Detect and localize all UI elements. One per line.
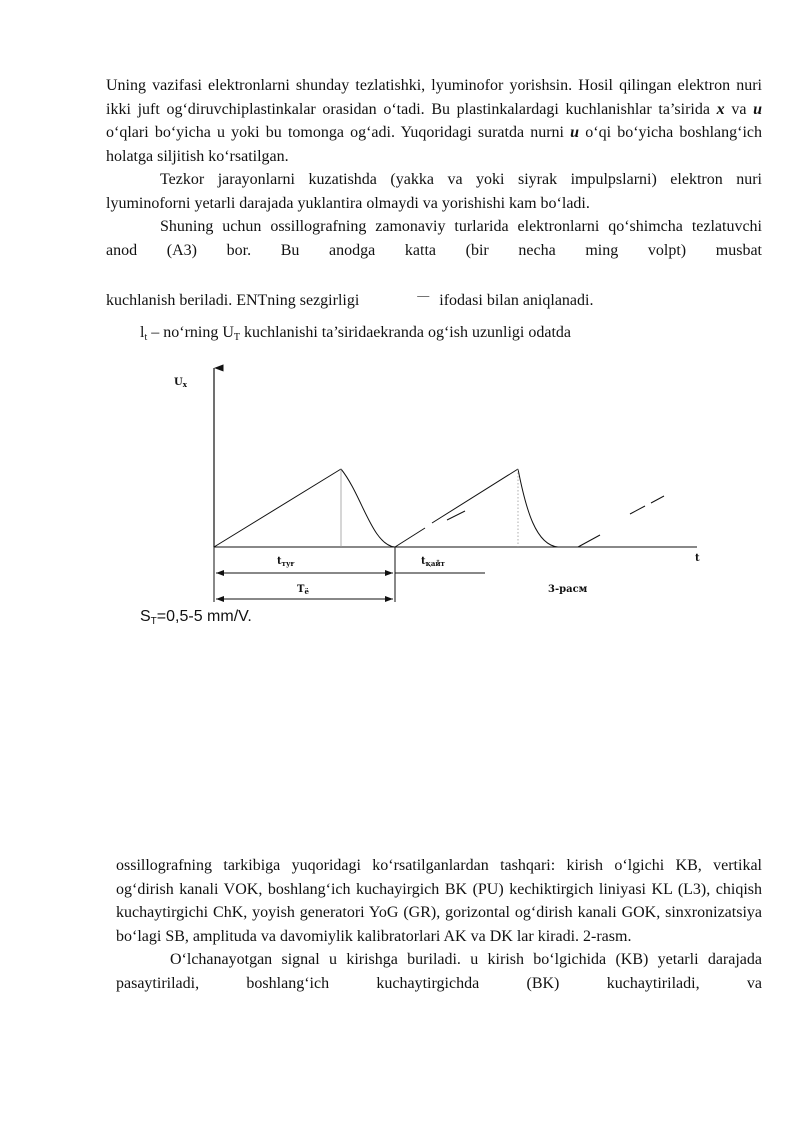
y-axis-label: $U_x$ <box>174 377 187 389</box>
paragraph-1: Uning vazifasi elektronlarni shunday tezlatishki, lyuminofor yorishsin. Hosil qilingan elektron nuri ikki juft og‘diruvchiplastinkalar orasidan o‘tadi. Bu plastinkalardagi kuchlanishlar ta’sirida x va u o‘qlari bo‘yicha u yoki bu tomonga og‘adi. Yuqoridagi suratda nurni u o‘qi bo‘yicha boshlang‘ich holatga siljitish ko‘rsatilgan. <box>106 77 763 165</box>
sweep-return-2 <box>518 469 558 547</box>
sweep-forward-2b <box>432 469 518 523</box>
formula-placeholder: — <box>417 288 430 302</box>
dash-segment-2 <box>578 535 600 547</box>
figure-caption: 3-расм <box>548 584 588 595</box>
dash-segment-3 <box>630 506 645 514</box>
paragraph-7: ossillografning tarkibiga yuqoridagi ko‘rsatilganlardan tashqari: kirish o‘lgichi KB, vertikal og‘dirish kanali VOK, boshlang‘ich kuchayirgich BK (PU) kechiktirgich liniyasi KL (L3), chiqish kuchaytirgichi ChK, yoyish generatori YoG (GR), gorizontal og‘dirish kanali GOK, sinxronizatsiya bo‘lagi SB, amplituda va davomiylik kalibratorlari AK va DK lar kiradi. 2-rasm. <box>116 857 762 945</box>
period-label: $T_ё$ <box>297 584 309 596</box>
paragraph-8: O‘lchanayotgan signal u kirishga buriladi. u kirish bo‘lgichida (KB) yetarli darajada pasaytiriladi, boshlang‘ich kuchaytirgichda (BK) kuchaytiriladi, va <box>116 951 762 992</box>
sweep-forward-1 <box>214 469 341 547</box>
sensitivity-value: $S_T=0,5-5$ mm/V. <box>140 608 252 627</box>
forward-time-label: $t_{туғ}$ <box>277 556 295 568</box>
paragraph-2: Tezkor jarayonlarni kuzatishda (yakka va yoki siyrak impulpslarni) elektron nuri lyuminoforni yetarli darajada yuklantira olmaydi va yorishishi kam bo‘ladi. <box>106 171 762 212</box>
paragraph-3: Shuning uchun ossillografning zamonaviy turlarida elektronlarni qo‘shimcha tezlatuvchi anod (A3) bor. Bu anodga katta (bir necha ming volpt) musbat <box>106 218 762 259</box>
x-axis-label: t <box>695 553 700 564</box>
sensitivity-line: kuchlanish beriladi. ENTning sezgirligi — ifodasi bilan aniqlanadi. <box>106 288 594 309</box>
deflection-line: $l_t$ – no‘rning $U_T$ kuchlanishi ta’siridaekranda og‘ish uzunligi odatda <box>140 324 572 343</box>
dash-segment-4 <box>651 496 664 503</box>
sweep-forward-2 <box>395 528 425 547</box>
sweep-return-1 <box>341 469 395 547</box>
return-time-label: $t_{қайт}$ <box>421 556 445 568</box>
text-block-bottom <box>116 854 762 995</box>
